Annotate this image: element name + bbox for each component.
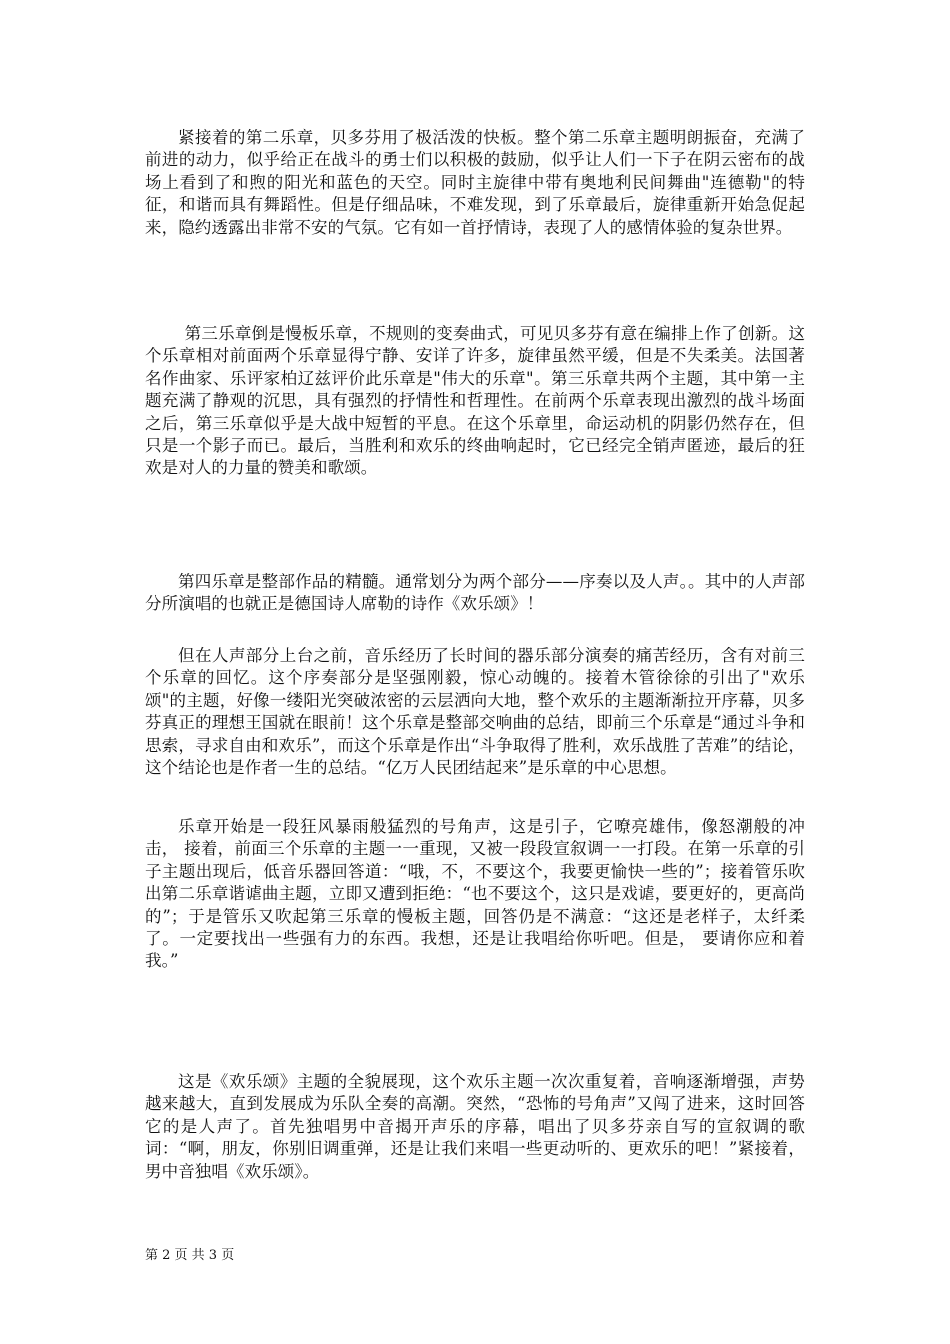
paragraph-fourth-movement-opening: 乐章开始是一段狂风暴雨般猛烈的号角声，这是引子，它嘹亮雄伟，像怒潮般的冲击， 接着，前面三个乐章的主题一一重现，又被一段段宣叙调一一打段。在第一乐章的引子主题出现后，低音乐器回答道：“哦，不，不要这个，我要更愉快一些的”；接着管乐吹出第二乐章谐谑曲主题，立即又遭到拒绝：“也不要这个，这只是戏谑，要更好的，更高尚的”；于是管乐又吹起第三乐章的慢板主题，回答仍是不满意：“这还是老样子，太纤柔了。一定要找出一些强有力的东西。我想，还是让我唱给你听吧。但是， 要请你应和着我。” (145, 817, 805, 971)
paragraph-third-movement: 第三乐章倒是慢板乐章，不规则的变奏曲式，可见贝多芬有意在编排上作了创新。这个乐章相对前面两个乐章显得宁静、安详了许多，旋律虽然平缓，但是不失柔美。法国著名作曲家、乐评家柏辽兹评价此乐章是"伟大的乐章"。第三乐章共两个主题，其中第一主题充满了静观的沉思，具有强烈的抒情性和哲理性。在前两个乐章表现出激烈的战斗场面之后，第三乐章似乎是大战中短暂的平息。在这个乐章里，命运动机的阴影仍然存在，但只是一个影子而已。最后，当胜利和欢乐的终曲响起时，它已经完全销声匿迹，最后的狂欢是对人的力量的赞美和歌颂。 (145, 324, 805, 478)
paragraph-ode-to-joy-theme: 这是《欢乐颂》主题的全貌展现，这个欢乐主题一次次重复着，音响逐渐增强，声势越来越大，直到发展成为乐队全奏的高潮。突然，“恐怖的号角声”又闯了进来，这时回答它的是人声了。首先独唱男中音揭开声乐的序幕，唱出了贝多芬亲自写的宣叙调的歌词：“啊，朋友，你别旧调重弹，还是让我们来唱一些更动听的、更欢乐的吧！”紧接着，男中音独唱《欢乐颂》。 (145, 1072, 805, 1181)
page-number-footer: 第 2 页 共 3 页 (145, 1248, 235, 1263)
paragraph-fourth-movement-prelude: 但在人声部分上台之前，音乐经历了长时间的器乐部分演奏的痛苦经历，含有对前三个乐章的回忆。这个序奏部分是坚强刚毅，惊心动魄的。接着木管徐徐的引出了"欢乐颂"的主题，好像一缕阳光突破浓密的云层洒向大地，整个欢乐的主题渐渐拉开序幕，贝多芬真正的理想王国就在眼前！这个乐章是整部交响曲的总结，即前三个乐章是“通过斗争和思索，寻求自由和欢乐”，而这个乐章是作出“斗争取得了胜利，欢乐战胜了苦难”的结论，这个结论也是作者一生的总结。“亿万人民团结起来”是乐章的中心思想。 (145, 646, 805, 778)
paragraph-fourth-movement-intro: 第四乐章是整部作品的精髓。通常划分为两个部分——序奏以及人声。。其中的人声部分所演唱的也就正是德国诗人席勒的诗作《欢乐颂》！ (145, 572, 805, 614)
paragraph-second-movement: 紧接着的第二乐章，贝多芬用了极活泼的快板。整个第二乐章主题明朗振奋，充满了前进的动力，似乎给正在战斗的勇士们以积极的鼓励，似乎让人们一下子在阴云密布的战场上看到了和煦的阳光和蓝色的天空。同时主旋律中带有奥地利民间舞曲"连德勒"的特征，和谐而具有舞蹈性。但是仔细品味，不难发现，到了乐章最后，旋律重新开始急促起来，隐约透露出非常不安的气氛。它有如一首抒情诗，表现了人的感情体验的复杂世界。 (145, 128, 805, 237)
